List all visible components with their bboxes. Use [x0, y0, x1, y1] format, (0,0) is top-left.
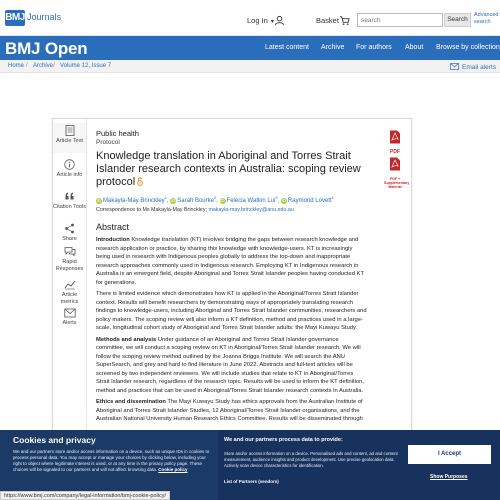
journal-nav-bar [0, 36, 500, 60]
breadcrumb-separator: / [53, 63, 55, 69]
breadcrumb-archive[interactable]: Archive [33, 63, 54, 69]
login-link[interactable]: Log In ▾ [247, 16, 274, 25]
search-button[interactable]: Search [444, 13, 471, 27]
nav-for-authors[interactable]: For authors [356, 44, 392, 51]
tool-label: Article metrics [60, 292, 79, 305]
status-bar-url: https://www.bmj.com/company/legal-information/bmj-cookie-policy/ [0, 491, 170, 500]
author-link[interactable]: Raymond Lovett [287, 198, 332, 204]
share-icon [64, 223, 75, 234]
breadcrumb-volume[interactable]: Volume 12, Issue 7 [60, 63, 112, 69]
nav-latest-content[interactable]: Latest content [265, 44, 309, 51]
nav-archive[interactable]: Archive [321, 44, 345, 51]
pdf-icon [389, 130, 401, 144]
tool-label: Share [62, 236, 77, 242]
article-type: Protocol [96, 139, 120, 146]
author-list: iD Makayla-May Brinckley$^1$, iD Sarah Bourke$^2$, iD Felecia Watkin Lui$^3$, iD Raymond Lovett$^1$ [96, 195, 334, 204]
article-category[interactable]: Public health [96, 129, 139, 138]
pdf-icon [389, 157, 401, 171]
basket-link[interactable]: Basket [316, 16, 339, 25]
quote-icon [64, 191, 75, 202]
article-title: Knowledge translation in Aboriginal and Torres Strait Islander research contexts in Australia: scoping review protocol [96, 150, 361, 188]
info-icon [64, 159, 75, 170]
email-alerts-link[interactable]: Email alerts [450, 63, 496, 71]
correspondence-email-link[interactable]: makayla-may.brinckley@anu.edu.au [208, 207, 294, 213]
orcid-icon[interactable]: iD [171, 198, 176, 203]
pdf-label: PDF [390, 149, 400, 155]
mail-icon [64, 308, 76, 318]
tool-article-metrics[interactable] [53, 279, 86, 305]
cookie-policy-link[interactable]: Cookie policy [158, 467, 188, 472]
author-link[interactable]: Felecia Watkin Lui [226, 198, 276, 204]
tool-label: Rapid Responses [55, 259, 84, 272]
abstract-ethics: Ethics and dissemination The Mayi Kuwayu Study has ethics approvals from the Australian Institute of Aboriginal and Torres Strait Islander Studies, 12 Aboriginal/Torres Strait Islander organisations, and the Australian National University Human Research Ethics Committee. Results will be disseminated through [96, 399, 363, 422]
mail-icon [450, 63, 459, 70]
chevron-down-icon: ▾ [270, 19, 274, 25]
open-access-icon [137, 177, 143, 186]
article-card [52, 118, 412, 438]
cookie-description: We and our partners store and/or access information on a device, such as unique IDs in cookies to process personal data. You may accept or manage your choices by clicking below, including your right to object where legitimate interest is used, or at any time in the privacy policy page. These choices will be signaled to our partners and will not affect browsing data. Cookie policy [13, 449, 210, 472]
author-link[interactable]: Makayla-May Brinckley [103, 198, 165, 204]
tool-label: Citation Tools [53, 204, 86, 210]
bmj-logo[interactable]: BMJ [5, 10, 25, 26]
nav-about[interactable]: About [405, 44, 424, 51]
user-icon[interactable] [274, 15, 285, 26]
article-content [96, 129, 368, 424]
tool-article-info[interactable] [53, 159, 86, 179]
abstract-introduction: Introduction Knowledge translation (KT) involves bridging the gaps between research knowledge and research application or practice, by sharing this knowledge with knowledge-users. KT is increasingly being used in research with Indigenous peoples globally to address the top-down and inappropriate research approaches commonly used in Indigenous research. Employing KT in Indigenous research in Australia is an emergent field, despite Aboriginal and Torres Strait Islander peoples having conducted KT for generations. [96, 237, 364, 286]
tool-label: Article Text [56, 138, 83, 144]
partners-list-link[interactable]: List of Partners (vendors) [224, 479, 279, 484]
pdf-supplementary-label: PDF + Supplementary Material [384, 177, 410, 189]
cart-icon[interactable] [339, 15, 350, 26]
chart-icon [64, 279, 76, 290]
tool-article-text[interactable] [53, 123, 86, 153]
orcid-icon[interactable]: iD [220, 198, 225, 203]
pdf-supplementary-link[interactable] [384, 157, 410, 189]
accept-cookies-button[interactable]: I Accept [408, 445, 491, 464]
cookie-banner [0, 430, 500, 500]
document-icon [65, 125, 75, 136]
cookie-purposes-text: Store and/or access information on a device. Personalised ads and content, ad and content measurement, audience insights and product development. Use precise geolocation data. Actively scan device characteristics for identification. [224, 451, 398, 468]
advanced-search-link[interactable]: Advanced search [474, 12, 499, 25]
tool-share[interactable] [53, 223, 86, 243]
journal-brand[interactable]: BMJ Open [5, 39, 88, 58]
journals-label[interactable]: Journals [27, 12, 62, 22]
nav-browse-by-collection[interactable]: Browse by collection [436, 44, 500, 51]
orcid-icon[interactable]: iD [281, 198, 287, 203]
article-tools-sidebar [53, 119, 87, 438]
tool-rapid-responses[interactable] [53, 246, 86, 272]
breadcrumb-home[interactable]: Home [8, 63, 25, 69]
tool-citation-tools[interactable] [53, 191, 86, 211]
author-link[interactable]: Sarah Bourke [177, 198, 214, 204]
tool-label: Article info [56, 172, 83, 178]
tool-alerts[interactable] [53, 308, 86, 327]
cookie-info-panel [0, 430, 218, 500]
pdf-download-link[interactable] [384, 130, 406, 156]
top-bar [0, 0, 500, 36]
abstract-heading: Abstract [96, 222, 130, 232]
correspondence: Correspondence to Ms Makayla-May Brinckley; makayla-may.brinckley@anu.edu.au [96, 207, 294, 213]
search-input[interactable] [357, 13, 443, 27]
abstract-methods: Methods and analysis Under guidance of an Aboriginal and Torres Strait Islander governance committee, we will conduct a scoping review on KT in Aboriginal/Torres Strait Islander research. We will follow the scoping review method outlined by the Joanna Briggs Institute. We will search the ANU SuperSearch, and grey and hard to find literature in June 2022. Abstracts and full-text articles will be screened by two independent reviewers. We will include studies that relate to KT in Aboriginal/Torres Strait Islander research, regardless of the research topic. Results will be used to inform the KT definition, method and practices that can be used in Aboriginal/Torres Strait Islander research contexts in Australia. [96, 336, 364, 394]
chat-icon [64, 246, 76, 257]
abstract-paragraph: There is limited evidence which demonstrates how KT is applied in the Aboriginal/Torres Strait Islander context. Results will benefit researchers by demonstrating ways of appropriately translating research findings to knowledge-users, including Aboriginal and Torres Strait Islander communities, researchers and policy makers. The scoping review will also inform a KT definition, method and practices used in a large-scale, longitudinal cohort study of Aboriginal and Torres Strait Islander adults: the Mayi Kuwayu Study. [96, 291, 367, 331]
cookie-purposes-heading: We and our partners process data to provide: [224, 437, 343, 443]
tool-label: Alerts [62, 320, 77, 326]
breadcrumb-separator: / [26, 63, 28, 69]
orcid-icon[interactable]: iD [96, 198, 102, 203]
cookie-heading: Cookies and privacy [13, 435, 96, 445]
show-purposes-link[interactable]: Show Purposes [430, 474, 468, 480]
breadcrumb [0, 60, 500, 73]
